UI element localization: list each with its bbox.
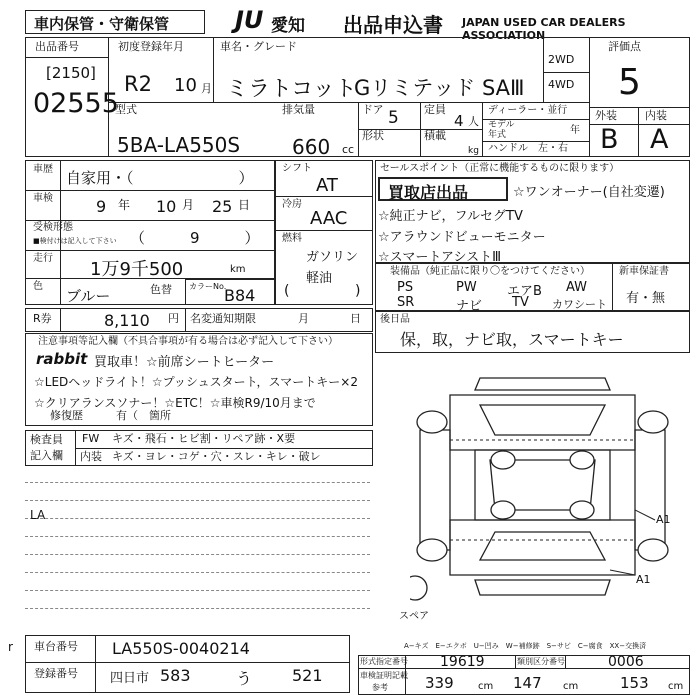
car-grade: Gリミテッド SAⅢ	[354, 76, 525, 100]
reg-year: R2	[124, 72, 152, 96]
accessories-value: 保，取，ナビ取，スマートキー	[400, 330, 624, 349]
sales-headline-box	[378, 177, 508, 201]
car-label: 車名・グレード	[220, 40, 297, 53]
shaken-month-unit: 月	[182, 198, 195, 212]
name-change-label: 名変通知期限	[190, 312, 256, 325]
length-value: 339	[425, 674, 454, 692]
damage-legend: A−キズ E−エクボ U−凹み W−補修跡 S−サビ C−腐食 XX−交換済	[404, 642, 647, 650]
inspector-label-b: 記入欄	[30, 449, 63, 462]
recycle-label: R券	[33, 312, 52, 325]
shaken-year-unit: 年	[118, 198, 131, 212]
reception-value: （ 9 ）	[130, 229, 260, 247]
notes-line-2: ☆LEDヘッドライト！☆プッシュスタート，スマートキー×2	[34, 375, 358, 389]
recycle-value: 8,110	[104, 311, 150, 330]
car-diagram	[410, 360, 690, 630]
inspector-label-a: 検査員	[30, 433, 63, 446]
equip-navi: ナビ	[456, 299, 483, 314]
model-year-a: モデル	[488, 120, 515, 130]
2wd-option: 2WD	[548, 53, 575, 66]
loading-label: 積載	[424, 129, 446, 142]
model-value: 5BA-LA550S	[117, 133, 241, 157]
type-number-value: 19619	[440, 654, 485, 670]
doors-label: ドア	[362, 103, 384, 116]
color-code-label: カラーNo.	[189, 282, 227, 291]
color-code-value: B84	[224, 286, 256, 305]
sales-line-4: ☆スマートアシストⅢ	[378, 250, 502, 265]
model-label: 型式	[115, 103, 137, 116]
storage-box	[25, 10, 205, 34]
sales-point-label: セールスポイント（正常に機能するものに限ります）	[380, 163, 620, 174]
equip-aw: AW	[566, 280, 588, 295]
color-code-box	[185, 279, 275, 305]
name-change-day: 日	[350, 312, 361, 325]
ju-logo: JU	[235, 6, 264, 34]
shaken-day-unit: 日	[238, 198, 251, 212]
reception-label: 受検形態	[33, 222, 73, 233]
warranty-label: 新車保証書	[619, 266, 669, 277]
plate-area: 四日市	[110, 671, 150, 686]
height-unit: cm	[668, 681, 684, 692]
inspector-fw: FW	[82, 432, 100, 445]
ext-value: B	[600, 124, 619, 155]
int-label: 内装	[645, 109, 667, 122]
type-number-label: 形式指定番号	[360, 657, 408, 666]
shaken-day: 25	[212, 197, 233, 216]
fuel-label: 燃料	[282, 233, 302, 244]
width-unit: cm	[563, 681, 579, 692]
class-number-value: 0006	[608, 654, 644, 670]
plate-label: 登録番号	[34, 667, 78, 680]
recycle-unit: 円	[168, 312, 179, 325]
shift-label: シフト	[282, 163, 312, 174]
height-value: 153	[620, 674, 649, 692]
reception-note: ■検付けは記入して下さい	[33, 237, 117, 245]
dealer-import: ディーラー・並行	[488, 105, 568, 116]
inspector-fw-items: キズ・飛石・ヒビ割・リペア跡・X要	[112, 432, 296, 445]
cert-label: 車検証明記載	[360, 671, 408, 680]
4wd-option: 4WD	[548, 78, 575, 91]
handle-opt: ハンドル 左・右	[488, 143, 568, 154]
grade-label: 評価点	[608, 40, 641, 53]
reg-month: 10	[174, 75, 197, 96]
equip-seat: カワシート	[552, 298, 607, 311]
spare-label: スペア	[399, 611, 429, 622]
notes-line-1: 買取車！☆前席シートヒーター	[94, 355, 275, 370]
int-value: A	[650, 124, 669, 155]
grade-value: 5	[618, 62, 641, 103]
year-unit: 年	[570, 125, 580, 136]
fuel-paren-r: )	[355, 283, 361, 299]
width-value: 147	[513, 674, 542, 692]
equip-pw: PW	[456, 280, 477, 295]
shape-label: 形状	[362, 129, 384, 142]
model-year-b: 年式	[488, 130, 507, 140]
mileage-unit: km	[230, 264, 246, 275]
sales-headline: 買取店出品	[388, 183, 469, 202]
color-value: ブルー	[66, 287, 111, 305]
color-change-label: 色替	[150, 283, 172, 296]
side-tick: r	[8, 640, 13, 654]
ref-label: 参考	[372, 683, 388, 692]
notes-label: 注意事項等記入欄（不具合事項が有る場合は必ず記入して下さい）	[38, 336, 338, 347]
loading-unit: kg	[468, 146, 479, 156]
equip-ps: PS	[397, 280, 414, 295]
storage-text: 車内保管・守衛保管	[34, 15, 170, 33]
chassis-value: LA550S-0040214	[112, 639, 250, 658]
disp-label: 排気量	[282, 103, 315, 116]
chassis-label: 車台番号	[34, 640, 78, 653]
inspector-interior-items: キズ・ヨレ・コゲ・穴・スレ・キレ・破レ	[112, 450, 321, 463]
fuel-paren-l: (	[284, 283, 290, 299]
plate-num: 583	[160, 666, 191, 685]
disp-unit: cc	[342, 143, 355, 156]
ac-value: AAC	[310, 208, 348, 229]
accessories-label: 後日品	[380, 314, 410, 325]
fuel-gas: ガソリン	[306, 250, 359, 265]
shift-value: AT	[316, 175, 338, 196]
lot-sub: [2150]	[46, 64, 96, 82]
car-name: ミラトコット	[226, 77, 357, 102]
disp-value: 660	[292, 135, 331, 159]
length-unit: cm	[478, 681, 494, 692]
side-note-left: LA	[30, 508, 46, 522]
ext-label: 外装	[595, 109, 617, 122]
reg-month-unit: 月	[201, 82, 212, 95]
shaken-month: 10	[156, 197, 177, 216]
fuel-light: 軽油	[306, 271, 333, 286]
warranty-value: 有・無	[626, 291, 666, 306]
assoc-name: JAPAN USED CAR DEALERS ASSOCIATION	[462, 16, 626, 42]
damage-a1-upper: A1	[656, 513, 671, 526]
plate-serial: 521	[292, 666, 323, 685]
usage-label: 車歴	[33, 164, 53, 175]
region-title: 愛知	[271, 16, 305, 36]
notes-line-4: 修復歴 有（ 箇所	[50, 409, 171, 422]
sales-line-2: ☆純正ナビ，フルセグTV	[378, 209, 523, 224]
inspector-interior: 内装	[80, 450, 102, 463]
capacity-unit: 人	[468, 115, 479, 128]
mileage-value: 1万9千500	[90, 259, 184, 280]
name-change-month: 月	[298, 312, 309, 325]
shaken-year: 9	[96, 197, 107, 216]
notes-brand: rabbit	[36, 350, 88, 368]
equipment-label: 装備品（純正品に限り〇をつけてください）	[390, 266, 590, 277]
shaken-label: 車検	[33, 193, 53, 204]
equip-sr: SR	[397, 295, 415, 310]
usage-value: 自家用・（ ）	[66, 169, 254, 187]
color-label: 色	[33, 281, 43, 292]
notes-line-3: ☆クリアランスソナー！☆ETC！☆車検R9/10月まで	[34, 396, 316, 410]
equip-airbag: エアB	[507, 284, 542, 299]
class-number-label: 類別区分番号	[517, 657, 565, 666]
mileage-label: 走行	[33, 253, 53, 264]
lot-number: 02555	[33, 88, 119, 119]
capacity-label: 定員	[424, 103, 446, 116]
sales-line-1: ☆ワンオーナー(自社変遷)	[513, 185, 665, 200]
sales-line-3: ☆アラウンドビューモニター	[378, 230, 546, 245]
equip-tv: TV	[512, 295, 529, 310]
capacity-value: 4	[454, 112, 464, 130]
doors-value: 5	[388, 108, 399, 128]
lot-label: 出品番号	[35, 40, 79, 53]
ac-label: 冷房	[282, 199, 302, 210]
damage-a1-lower: A1	[636, 573, 651, 586]
plate-kana: う	[236, 669, 253, 688]
form-title: 出品申込書	[343, 13, 443, 37]
reg-label: 初度登録年月	[118, 40, 184, 53]
